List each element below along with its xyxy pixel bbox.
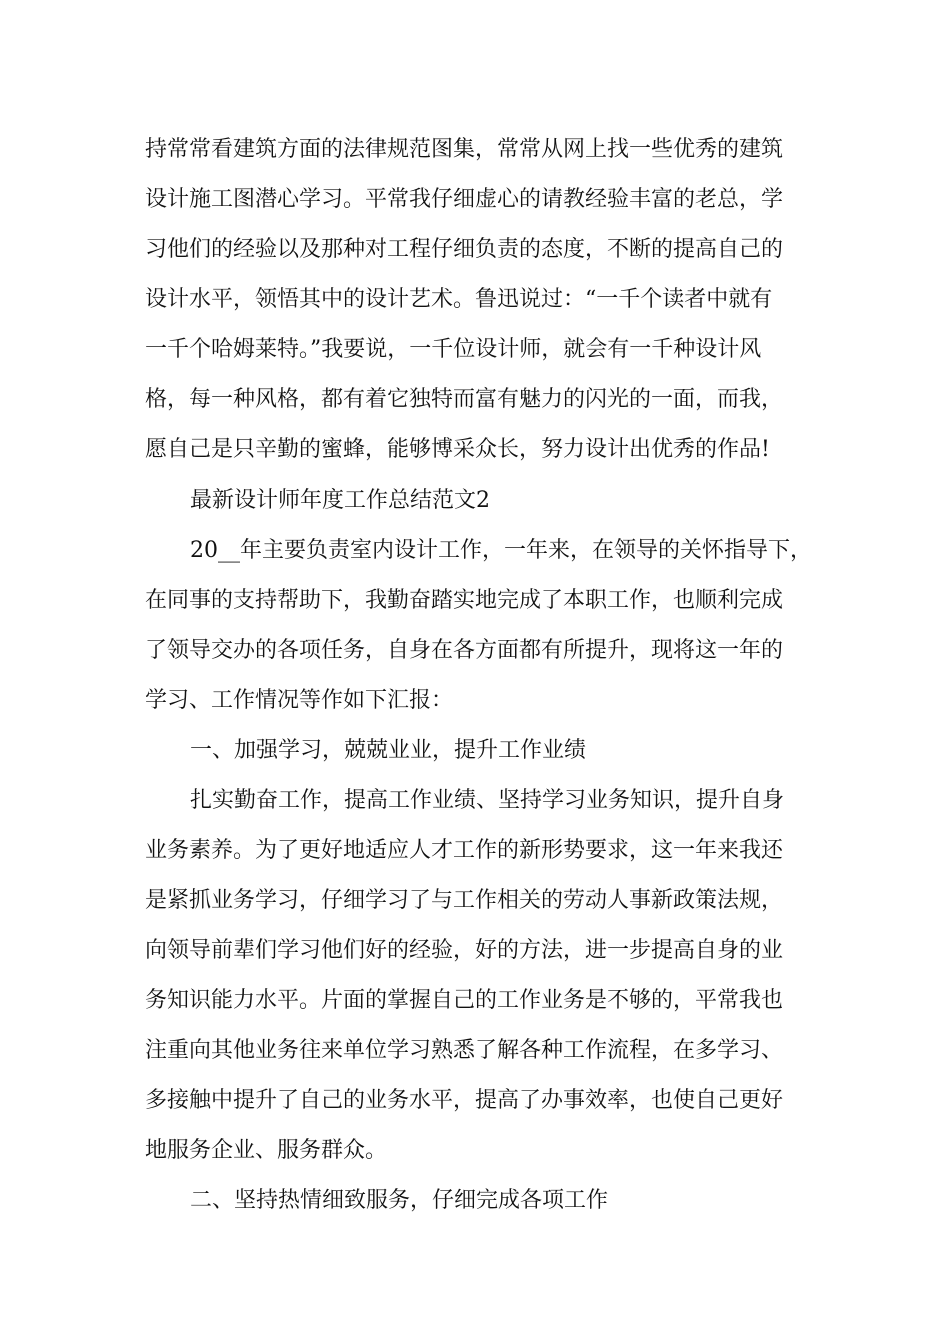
paragraph-line: 务知识能力水平。片面的掌握自己的工作业务是不够的，平常我也 <box>145 988 784 1013</box>
paragraph-line: 向领导前辈们学习他们好的经验，好的方法，进一步提高自身的业 <box>145 938 784 963</box>
paragraph-line: 是紧抓业务学习，仔细学习了与工作相关的劳动人事新政策法规， <box>145 888 784 913</box>
paragraph-line: 在同事的支持帮助下，我勤奋踏实地完成了本职工作，也顺利完成 <box>145 588 784 613</box>
paragraph-line: 了领导交办的各项任务，自身在各方面都有所提升，现将这一年的 <box>145 638 784 663</box>
paragraph-line: 一千个哈姆莱特。”我要说，一千位设计师，就会有一千种设计风 <box>145 337 762 362</box>
paragraph-line: 注重向其他业务往来单位学习熟悉了解各种工作流程，在多学习、 <box>145 1038 784 1063</box>
section-title: 最新设计师年度工作总结范文2 <box>190 488 490 513</box>
paragraph-line: 业务素养。为了更好地适应人才工作的新形势要求，这一年来我还 <box>145 838 784 863</box>
paragraph-line: 习他们的经验以及那种对工程仔细负责的态度，不断的提高自己的 <box>145 237 784 262</box>
section-heading: 二、坚持热情细致服务，仔细完成各项工作 <box>190 1188 609 1213</box>
paragraph-line: 扎实勤奋工作，提高工作业绩、坚持学习业务知识，提升自身 <box>190 788 785 813</box>
section-heading: 一、加强学习，兢兢业业，提升工作业绩 <box>190 738 587 763</box>
paragraph-line: 学习、工作情况等作如下汇报： <box>145 688 454 713</box>
paragraph-line: 愿自己是只辛勤的蜜蜂，能够博采众长，努力设计出优秀的作品! <box>145 437 770 462</box>
paragraph-line: 设计水平，领悟其中的设计艺术。鲁迅说过：“一千个读者中就有 <box>145 287 773 312</box>
paragraph-line: 多接触中提升了自己的业务水平，提高了办事效率，也使自己更好 <box>145 1088 784 1113</box>
paragraph-line: 格，每一种风格，都有着它独特而富有魅力的闪光的一面，而我， <box>145 387 784 412</box>
paragraph-line: 20__年主要负责室内设计工作，一年来，在领导的关怀指导下， <box>190 538 812 563</box>
paragraph-line: 设计施工图潜心学习。平常我仔细虚心的请教经验丰富的老总，学 <box>145 187 784 212</box>
paragraph-line: 持常常看建筑方面的法律规范图集，常常从网上找一些优秀的建筑 <box>145 137 784 162</box>
paragraph-line: 地服务企业、服务群众。 <box>145 1138 388 1163</box>
